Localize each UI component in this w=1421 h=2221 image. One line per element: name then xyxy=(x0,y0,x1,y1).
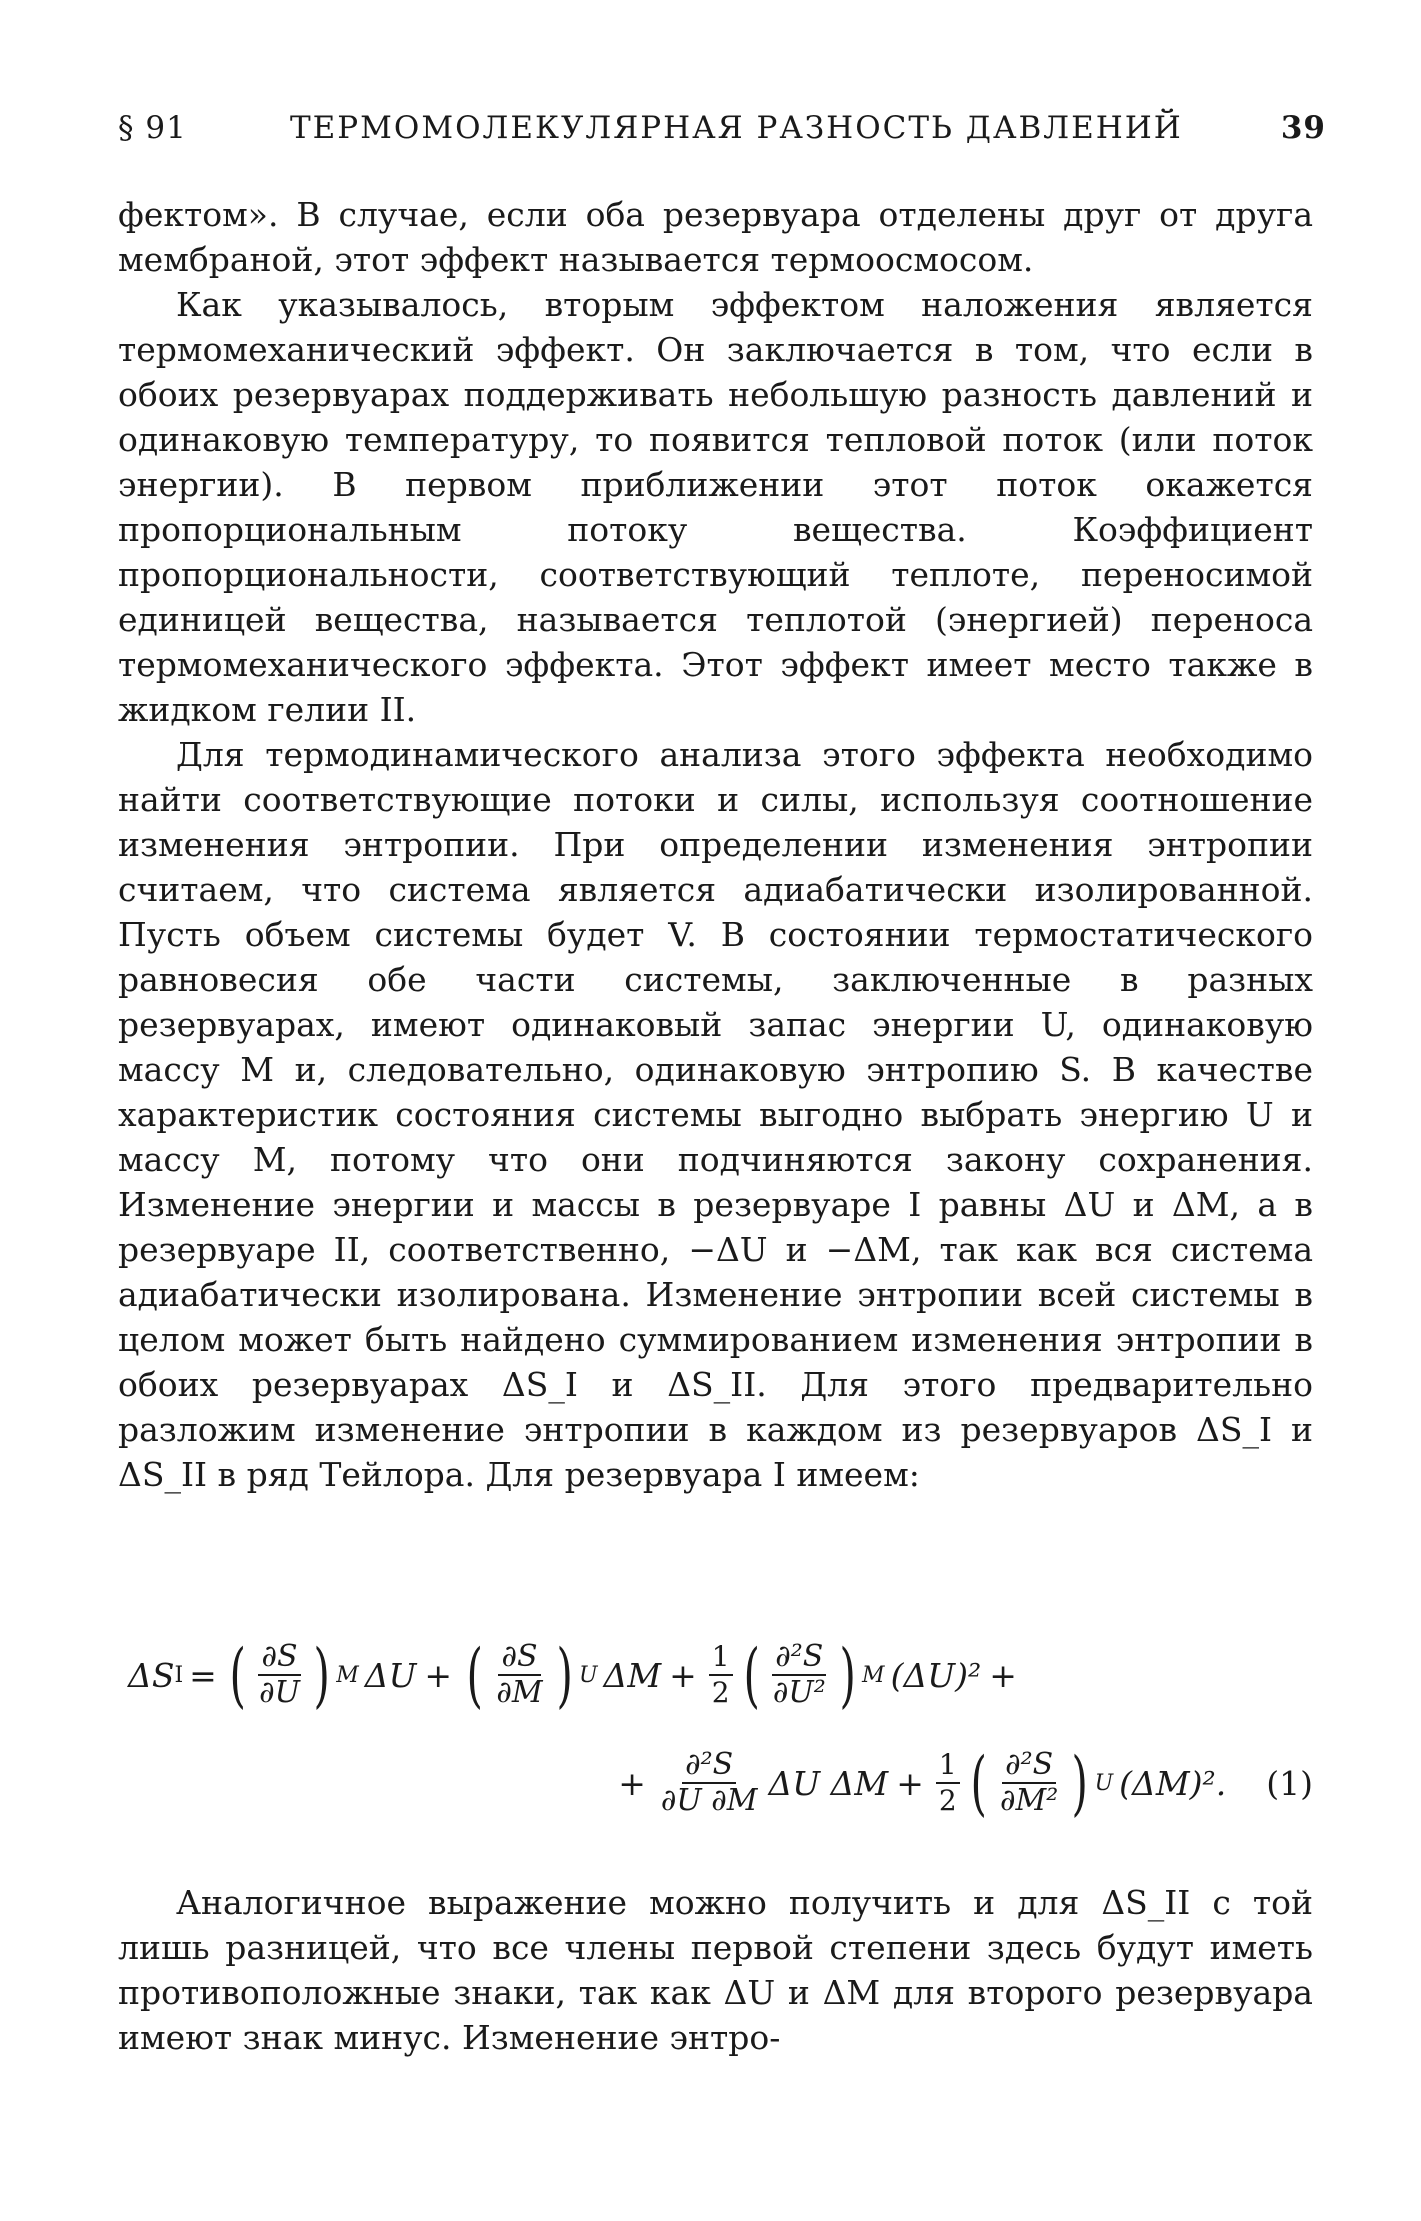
fraction: $\frac{\text{∂²S}}{\partial U \partial M}$ xyxy=(660,1747,758,1818)
main-text xyxy=(118,192,1313,1497)
equation-1 xyxy=(118,1634,1313,1850)
equation-line-2: + $\frac{\text{∂²S}}{\partial U \partial M}$ ΔU ΔM + $\frac{1}{2}$ ( $\frac{\text{∂²S}}{\text{∂M²}}$ ) U (ΔM)². (1) xyxy=(618,1742,1313,1824)
page-number: 39 xyxy=(1280,110,1326,146)
paragraph: Аналогичное выражение можно получить и для ΔS_II с той лишь разницей, что все члены первой степени здесь будут иметь противоположные знаки, так как ΔU и ΔM для второго резервуара имеют знак минус. Изменение энтро- xyxy=(118,1883,1313,2057)
fraction: $\frac{\partial S}{\partial M}$ xyxy=(496,1639,543,1710)
equation-line-1: ΔS I = ( $\frac{\partial S}{\partial U}$ ) M ΔU + ( $\frac{\partial S}{\partial M}$ ) U ΔM + $\frac{1}{2}$ ( $\frac{\text{∂²S}}{\text{∂U²}}$ ) M (ΔU)² + xyxy=(128,1634,1017,1716)
fraction: $\frac{1}{2}$ xyxy=(936,1748,960,1818)
chapter-title: ТЕРМОМОЛЕКУЛЯРНАЯ РАЗНОСТЬ ДАВЛЕНИЙ xyxy=(290,110,1183,146)
paragraph: фектом». В случае, если оба резервуара отделены друг от друга мембраной, этот эффект называется термоосмосом. xyxy=(118,195,1313,279)
fraction: $\frac{\partial S}{\partial U}$ xyxy=(259,1639,300,1710)
paragraph: Как указывалось, вторым эффектом наложения является термомеханический эффект. Он заключается в том, что если в обоих резервуарах поддерживать небольшую разность давлений и одинаковую температуру, то появится тепловой поток (или поток энергии). В первом приближении этот поток окажется пропорциональным потоку вещества. Коэффициент пропорциональности, соответствующий теплоте, переносимой единицей вещества, называется теплотой (энергией) переноса термомеханического эффекта. Этот эффект имеет место также в жидком гелии II. xyxy=(118,285,1313,729)
fraction: $\frac{\text{∂²S}}{\text{∂M²}}$ xyxy=(1000,1747,1059,1818)
fraction: $\frac{1}{2}$ xyxy=(709,1640,733,1710)
paragraph: Для термодинамического анализа этого эффекта необходимо найти соответствующие потоки и силы, используя соотношение изменения энтропии. При определении изменения энтропии считаем, что система является адиабатически изолированной. Пусть объем системы будет V. В состоянии термостатического равновесия обе части системы, заключенные в разных резервуарах, имеют одинаковый запас энергии U, одинаковую массу M и, следовательно, одинаковую энтропию S. В качестве характеристик состояния системы выгодно выбрать энергию U и массу M, потому что они подчиняются закону сохранения. Изменение энергии и массы в резервуаре I равны ΔU и ΔM, а в резервуаре II, соответственно, −ΔU и −ΔM, так как вся система адиабатически изолирована. Изменение энтропии всей системы в целом может быть найдено суммированием изменения энтропии в обоих резервуарах ΔS_I и ΔS_II. Для этого предварительно разложим изменение энтропии в каждом из резервуаров ΔS_I и ΔS_II в ряд Тейлора. Для резервуара I имеем: xyxy=(118,735,1313,1494)
running-header xyxy=(110,110,1326,154)
main-text-continued xyxy=(118,1880,1313,2060)
equation-number: (1) xyxy=(1266,1763,1313,1803)
section-number: § 91 xyxy=(118,110,187,146)
fraction: $\frac{\text{∂²S}}{\text{∂U²}}$ xyxy=(772,1639,826,1710)
